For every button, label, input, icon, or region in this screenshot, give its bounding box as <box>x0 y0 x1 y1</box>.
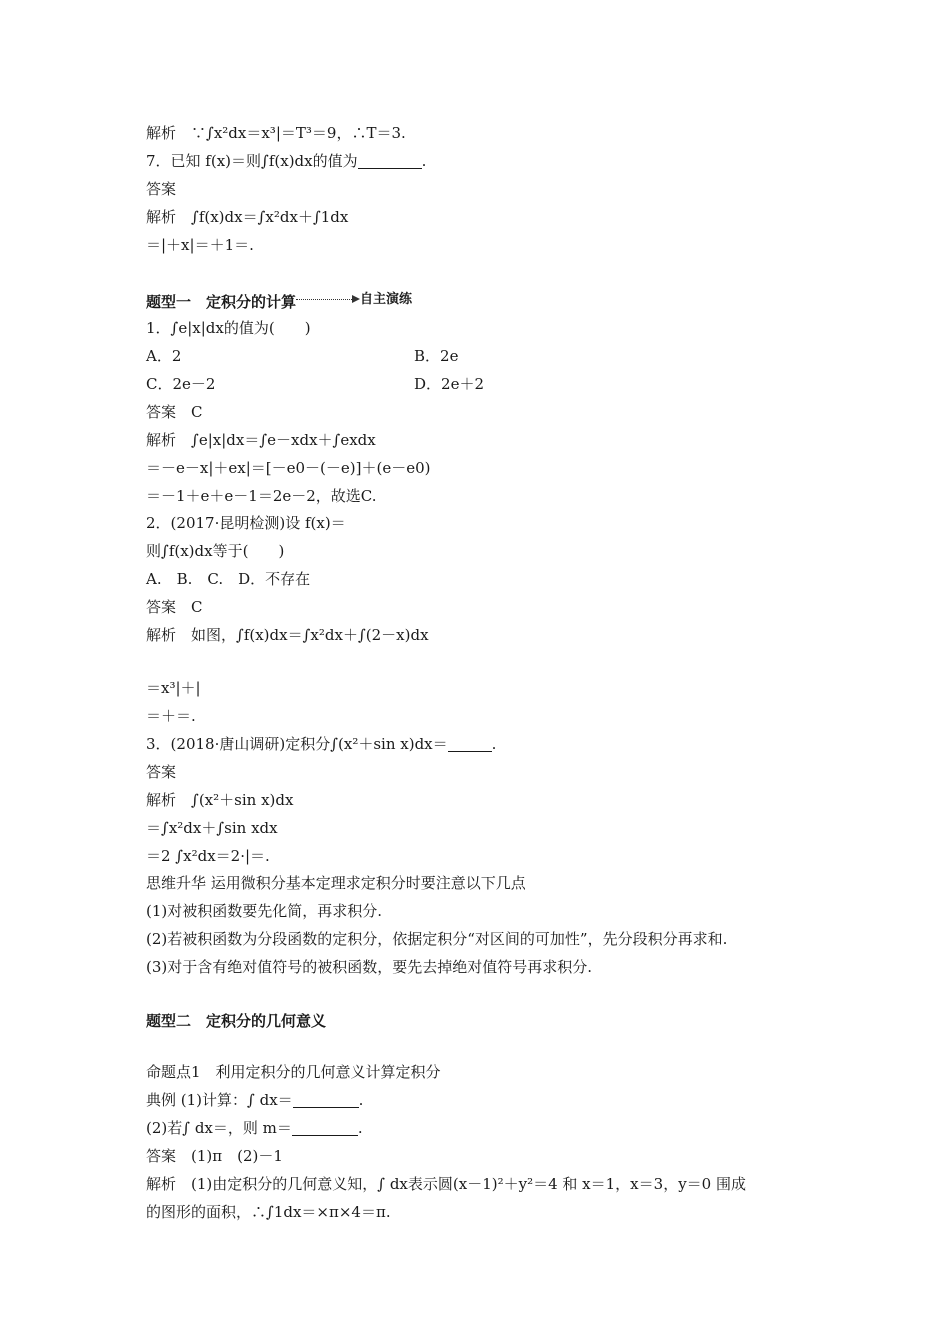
question-7: 7．已知 f(x)＝则∫f(x)dx的值为 . <box>146 152 427 170</box>
solution-line: ＝－e－x|＋ex|＝[－e0－(－e)]＋(e－e0) <box>146 459 431 477</box>
solution-line: ＝2 ∫x²dx＝2·|＝. <box>146 847 270 865</box>
solution-line: 解析 (1)由定积分的几何意义知，∫ dx表示圆(x－1)²＋y²＝4 和 x＝1，x＝3，y＝0 围成 <box>146 1175 746 1193</box>
answer-blank <box>448 737 492 752</box>
answer-line: 答案 C <box>146 598 203 616</box>
topic-point: 命题点1 利用定积分的几何意义计算定积分 <box>146 1063 441 1081</box>
question-3: 3．(2018·唐山调研)定积分∫(x²＋sin x)dx＝ . <box>146 735 497 753</box>
solution-line: 解析 ∵∫x²dx＝x³|＝T³＝9，∴T＝3. <box>146 124 406 142</box>
answer-blank <box>292 1121 358 1136</box>
solution-line: ＝x³|＋| <box>146 679 201 697</box>
solution-line: ＝|＋x|＝＋1＝. <box>146 236 254 254</box>
question-text: 7．已知 f(x)＝则∫f(x)dx的值为 <box>146 152 358 170</box>
answer-label: 答案 <box>146 180 177 198</box>
example-1: 典例 (1)计算：∫ dx＝ . <box>146 1091 364 1109</box>
answer-line: 答案 (1)π (2)－1 <box>146 1147 283 1165</box>
summary-title: 思维升华 运用微积分基本定理求定积分时要注意以下几点 <box>146 874 526 892</box>
question-text: 3．(2018·唐山调研)定积分∫(x²＋sin x)dx＝ <box>146 735 448 753</box>
option-row: A. B. C. D．不存在 <box>146 570 311 588</box>
section-heading-2: 题型二 定积分的几何意义 <box>146 1012 327 1030</box>
option-a: A．2 <box>146 347 182 365</box>
section-heading-1 <box>146 290 412 310</box>
option-row <box>146 346 459 366</box>
option-c: C．2e－2 <box>146 375 216 393</box>
example-2: (2)若∫ dx＝，则 m＝ . <box>146 1119 363 1137</box>
arrow-right-icon <box>296 295 360 305</box>
solution-line: 解析 ∫f(x)dx＝∫x²dx＋∫1dx <box>146 208 349 226</box>
solution-line: 解析 ∫(x²＋sin x)dx <box>146 791 294 809</box>
summary-point: (2)若被积函数为分段函数的定积分，依据定积分“对区间的可加性”，先分段积分再求和. <box>146 930 728 948</box>
solution-line: 解析 ∫e|x|dx＝∫e－xdx＋∫exdx <box>146 431 376 449</box>
section-title: 题型一 定积分的计算 <box>146 293 297 311</box>
option-d: D．2e＋2 <box>414 375 484 393</box>
solution-line: ＝＋＝. <box>146 707 196 725</box>
answer-line: 答案 C <box>146 403 203 421</box>
summary-point: (1)对被积函数要先化简，再求积分. <box>146 902 383 920</box>
answer-label: 答案 <box>146 763 177 781</box>
question-2-cont: 则∫f(x)dx等于( ) <box>146 542 285 560</box>
option-b: B．2e <box>414 347 459 365</box>
answer-blank <box>293 1093 359 1108</box>
solution-line: 的图形的面积，∴∫1dx＝×π×4＝π. <box>146 1203 391 1221</box>
section-tag: 自主演练 <box>360 292 413 307</box>
answer-blank <box>358 154 422 169</box>
example-text: 典例 (1)计算：∫ dx＝ <box>146 1091 293 1109</box>
option-row <box>146 374 484 394</box>
example-text: (2)若∫ dx＝，则 m＝ <box>146 1119 292 1137</box>
solution-line: 解析 如图，∫f(x)dx＝∫x²dx＋∫(2－x)dx <box>146 626 429 644</box>
solution-line: ＝－1＋e＋e－1＝2e－2，故选C. <box>146 487 377 505</box>
solution-line: ＝∫x²dx＋∫sin xdx <box>146 819 278 837</box>
summary-point: (3)对于含有绝对值符号的被积函数，要先去掉绝对值符号再求积分. <box>146 958 593 976</box>
question-2: 2．(2017·昆明检测)设 f(x)＝ <box>146 514 346 532</box>
question-1: 1．∫e|x|dx的值为( ) <box>146 319 311 337</box>
